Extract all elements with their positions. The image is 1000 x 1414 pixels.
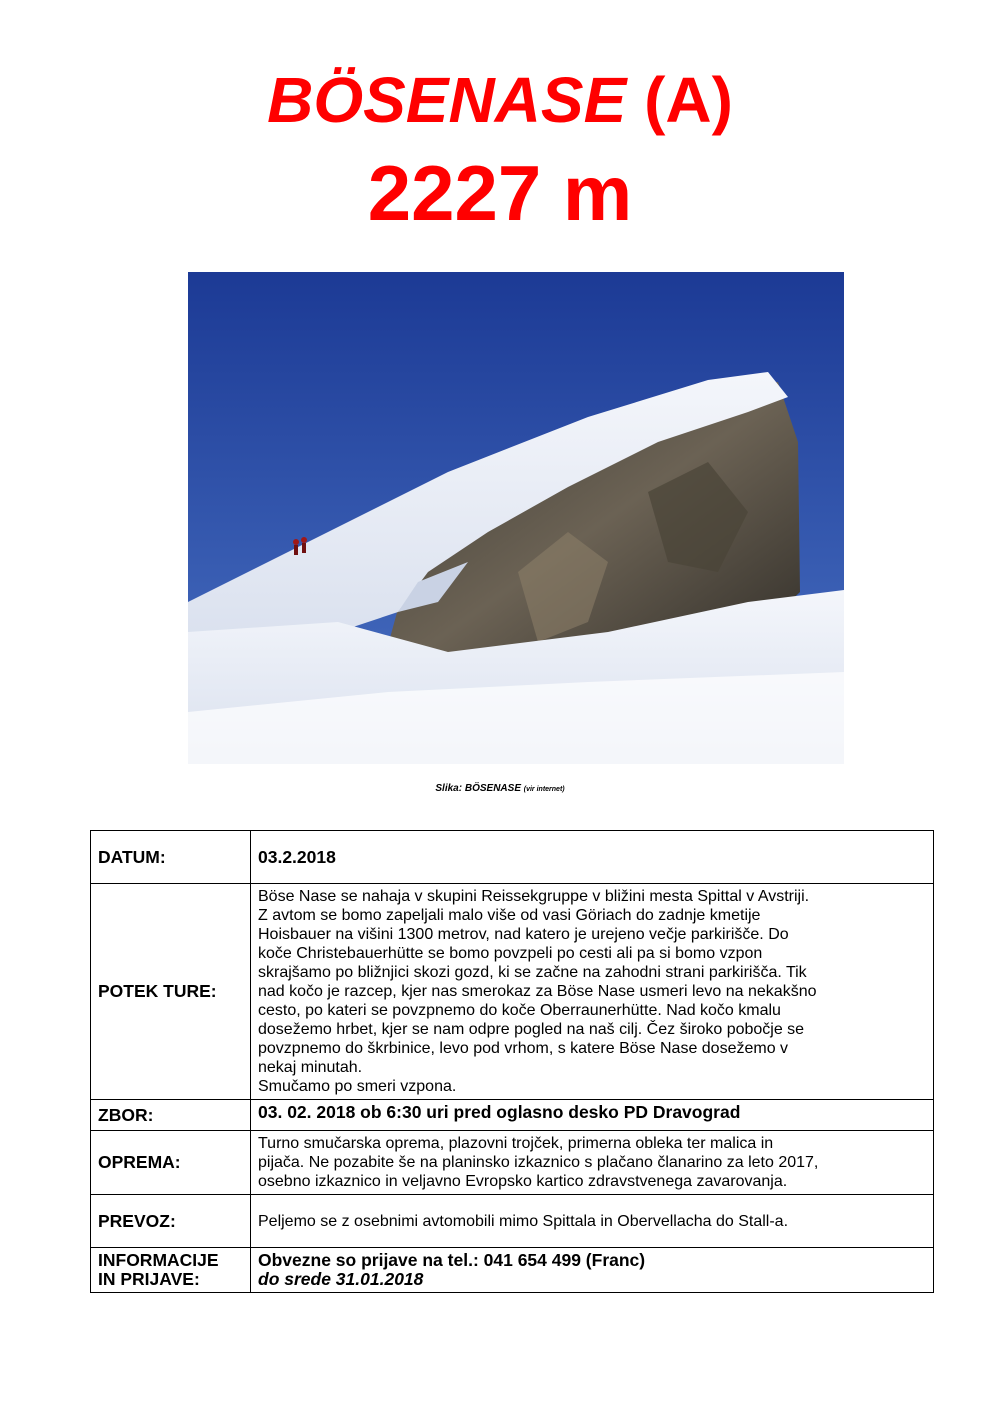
potek-line: Smučamo po smeri vzpona. [258, 1078, 457, 1095]
label-informacije-line1: INFORMACIJE [98, 1250, 219, 1270]
potek-line: Hoisbauer na višini 1300 metrov, nad katero je urejeno večje parkirišče. Do [258, 926, 789, 943]
label-oprema: OPREMA: [91, 1131, 251, 1195]
value-zbor: 03. 02. 2018 ob 6:30 uri pred oglasno desko PD Dravograd [251, 1100, 934, 1131]
potek-line: povzpnemo do škrbinice, levo pod vrhom, s katere Böse Nase dosežemo v [258, 1040, 789, 1057]
potek-line: nekaj minutah. [258, 1059, 363, 1076]
row-oprema [91, 1131, 934, 1195]
page-title [0, 62, 1000, 138]
potek-line: Böse Nase se nahaja v skupini Reissekgruppe v bližini mesta Spittal v Avstriji. [258, 888, 810, 905]
row-zbor [91, 1100, 934, 1131]
potek-line: nad kočo je razcep, kjer nas smerokaz za Böse Nase usmeri levo na nekakšno [258, 983, 817, 1000]
title-suffix: (A) [644, 64, 733, 136]
row-datum [91, 831, 934, 884]
caption-source: (vir internet) [523, 786, 565, 793]
mountain-photo [188, 272, 844, 764]
photo-caption [0, 783, 1000, 794]
row-informacije [91, 1248, 934, 1293]
row-potek-ture [91, 884, 934, 1100]
potek-line: cesto, po kateri se povzpnemo do koče Oberraunerhütte. Nad kočo kmalu [258, 1002, 781, 1019]
value-potek-ture [251, 884, 934, 1100]
label-datum: DATUM: [91, 831, 251, 884]
oprema-line: osebno izkaznico in veljavno Evropsko kartico zdravstvenega zavarovanja. [258, 1173, 788, 1190]
row-prevoz [91, 1195, 934, 1248]
oprema-line: pijača. Ne pozabite še na planinsko izkaznico s plačano članarino za leto 2017, [258, 1154, 819, 1171]
info-deadline-line: do srede 31.01.2018 [258, 1269, 424, 1289]
altitude-title: 2227 m [367, 149, 633, 237]
trip-info-table [90, 830, 934, 1293]
label-potek-ture: POTEK TURE: [91, 884, 251, 1100]
value-oprema [251, 1131, 934, 1195]
info-phone-line: Obvezne so prijave na tel.: 041 654 499 (Franc) [258, 1250, 646, 1270]
value-informacije [251, 1248, 934, 1293]
potek-line: dosežemo hrbet, kjer se nam odpre pogled na naš cilj. Čez široko pobočje se [258, 1021, 805, 1038]
potek-line: skrajšamo po bližnjici skozi gozd, ki se začne na zahodni strani parkirišča. Tik [258, 964, 807, 981]
label-zbor: ZBOR: [91, 1100, 251, 1131]
value-prevoz: Peljemo se z osebnimi avtomobili mimo Spittala in Obervellacha do Stall-a. [251, 1195, 934, 1248]
label-informacije [91, 1248, 251, 1293]
potek-line: Z avtom se bomo zapeljali malo više od vasi Göriach do zadnje kmetije [258, 907, 761, 924]
label-informacije-line2: IN PRIJAVE: [98, 1269, 200, 1289]
oprema-line: Turno smučarska oprema, plazovni trojček, primerna obleka ter malica in [258, 1135, 774, 1152]
title-name: BÖSENASE [267, 64, 627, 136]
value-datum: 03.2.2018 [251, 831, 934, 884]
caption-name: BÖSENASE [464, 783, 521, 794]
potek-line: koče Christebauerhütte se bomo povzpeli po cesti ali pa si bomo vzpon [258, 945, 763, 962]
caption-prefix: Slika: [435, 783, 463, 794]
label-prevoz: PREVOZ: [91, 1195, 251, 1248]
